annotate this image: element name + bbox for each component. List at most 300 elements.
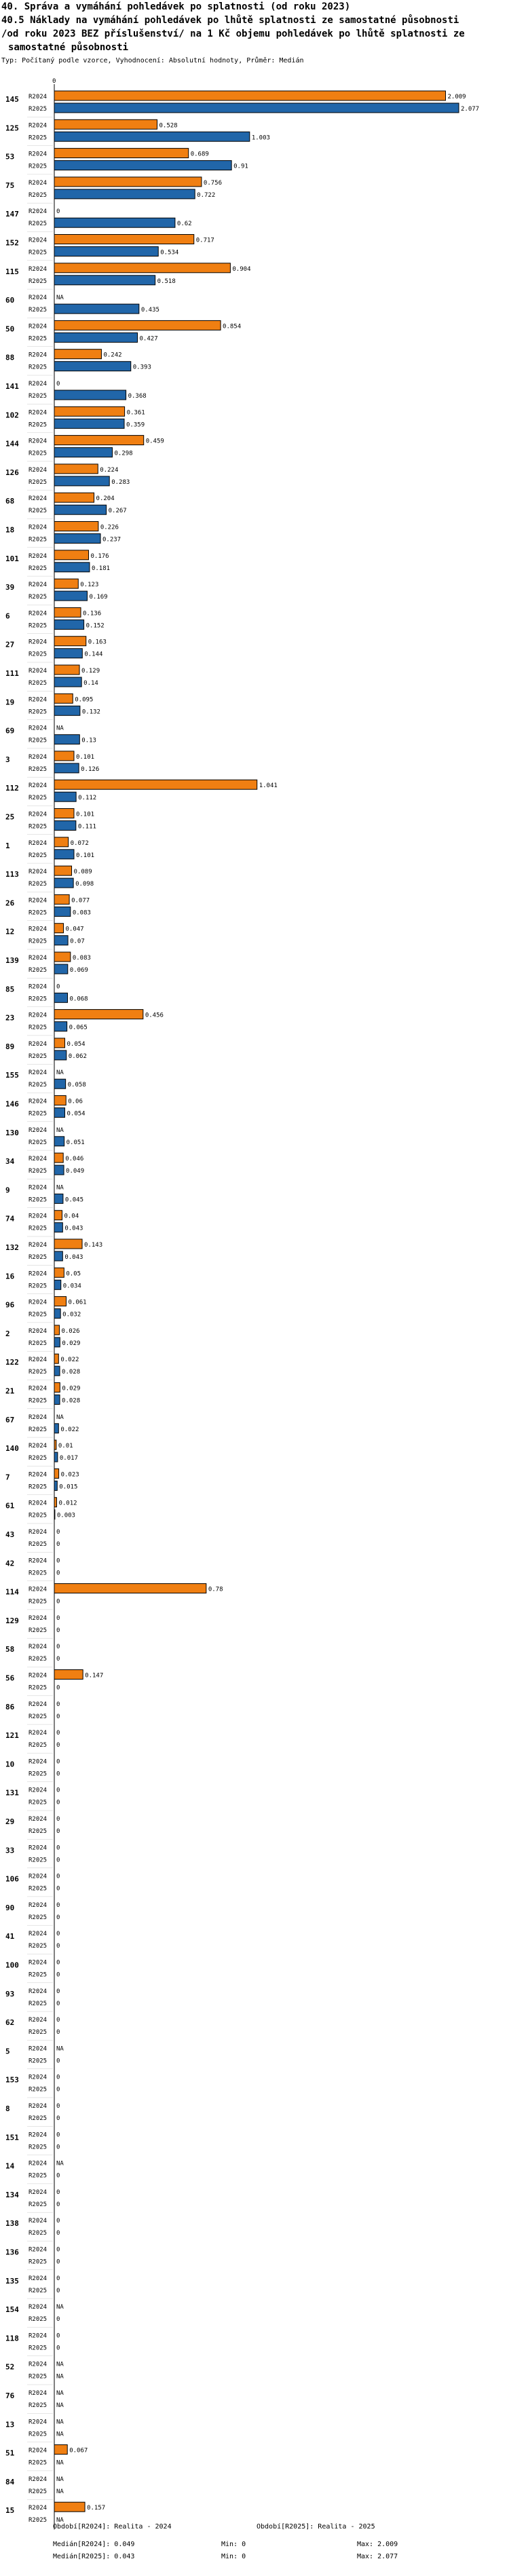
series-label-r2025: R2025 (29, 881, 48, 888)
bar-r2025 (54, 476, 109, 486)
value-label-r2025: 0 (56, 2258, 60, 2266)
series-label-r2025: R2025 (29, 2172, 48, 2180)
bar-r2024 (54, 607, 81, 617)
value-label-r2024: 0 (56, 1730, 60, 1737)
series-label-r2024: R2024 (29, 552, 48, 560)
bar-r2024 (54, 694, 73, 703)
value-label-r2024: 0.123 (80, 582, 99, 589)
value-label-r2025: 0 (56, 2172, 60, 2180)
series-label-r2025: R2025 (29, 1369, 48, 1376)
series-label-r2025: R2025 (29, 364, 48, 371)
group-label: 12 (5, 927, 15, 936)
group-label: 42 (5, 1559, 15, 1568)
bar-r2024 (54, 837, 69, 847)
value-label-r2025: 0.181 (91, 565, 111, 572)
bar-r2025 (54, 792, 76, 801)
bar-r2025 (54, 1050, 67, 1060)
value-label-r2025: 0 (56, 2345, 60, 2352)
series-label-r2025: R2025 (29, 1742, 48, 1749)
series-label-r2024: R2024 (29, 1816, 48, 1823)
value-label-r2025: 0.054 (67, 1110, 86, 1118)
series-label-r2025: R2025 (29, 221, 48, 228)
series-label-r2024: R2024 (29, 1730, 48, 1737)
value-label-r2025: 0 (56, 1742, 60, 1749)
group-label: 112 (5, 784, 19, 793)
series-label-r2024: R2024 (29, 1012, 48, 1019)
value-label-r2025: 0.003 (56, 1512, 75, 1519)
series-label-r2024: R2024 (29, 1040, 48, 1048)
bar-r2024 (54, 866, 72, 875)
bar-r2024 (54, 1268, 64, 1277)
na-label-r2024: NA (56, 2045, 64, 2053)
series-label-r2025: R2025 (29, 1254, 48, 1261)
value-label-r2025: 0.283 (111, 478, 130, 486)
value-label-r2024: 0 (56, 1614, 60, 1622)
series-label-r2025: R2025 (29, 1024, 48, 1031)
group-label: 152 (5, 238, 19, 248)
value-label-r2024: 0.204 (96, 495, 115, 503)
series-label-r2024: R2024 (29, 1213, 48, 1220)
group-label: 88 (5, 353, 15, 362)
value-label-r2025: 0.101 (75, 852, 95, 859)
bar-r2025 (54, 563, 90, 572)
group-label: 113 (5, 870, 19, 879)
min-r2024: Min: 0 (221, 2541, 246, 2548)
group-label: 41 (5, 1932, 15, 1942)
value-label-r2025: 0 (56, 1943, 60, 1950)
series-label-r2024: R2024 (29, 1357, 48, 1364)
series-label-r2024: R2024 (29, 1299, 48, 1306)
group-label: 121 (5, 1731, 19, 1741)
series-label-r2025: R2025 (29, 134, 48, 142)
value-label-r2025: 0 (56, 1627, 60, 1634)
value-label-r2025: 0.028 (62, 1397, 81, 1405)
series-label-r2025: R2025 (29, 1943, 48, 1950)
group-label: 2 (5, 1329, 10, 1338)
bar-r2025 (54, 189, 195, 199)
value-label-r2024: 0 (56, 2017, 60, 2024)
median-r2025: Medián[R2025]: 0.043 (53, 2553, 135, 2560)
series-label-r2024: R2024 (29, 2103, 48, 2110)
value-label-r2024: 0.101 (75, 811, 95, 818)
legend-r2025: Období[R2025]: Realita - 2025 (257, 2523, 375, 2531)
series-label-r2025: R2025 (29, 2029, 48, 2037)
na-label-r2024: NA (56, 295, 64, 302)
series-label-r2025: R2025 (29, 1196, 48, 1204)
value-label-r2024: 0.136 (83, 610, 102, 618)
group-label: 21 (5, 1386, 15, 1396)
series-label-r2024: R2024 (29, 2332, 48, 2340)
value-label-r2025: 0.029 (62, 1340, 81, 1347)
series-label-r2024: R2024 (29, 1385, 48, 1393)
value-label-r2025: 0.144 (84, 651, 103, 658)
bar-chart (0, 76, 509, 2524)
value-label-r2025: 0 (56, 1656, 60, 1663)
value-label-r2024: 0.023 (60, 1471, 79, 1479)
value-label-r2024: 0.089 (73, 869, 92, 876)
series-label-r2025: R2025 (29, 2201, 48, 2208)
group-label: 26 (5, 898, 15, 908)
value-label-r2024: 0.361 (126, 409, 145, 417)
series-label-r2024: R2024 (29, 1931, 48, 1938)
series-label-r2024: R2024 (29, 1500, 48, 1507)
series-label-r2025: R2025 (29, 478, 48, 486)
value-label-r2025: 0.435 (140, 307, 159, 314)
series-label-r2025: R2025 (29, 2000, 48, 2007)
value-label-r2024: 0 (56, 1988, 60, 1995)
series-label-r2025: R2025 (29, 1082, 48, 1089)
value-label-r2025: 0.07 (70, 938, 85, 945)
value-label-r2024: 0 (56, 1787, 60, 1794)
na-label-r2024: NA (56, 2476, 64, 2483)
bar-r2024 (54, 550, 89, 560)
series-label-r2024: R2024 (29, 2218, 48, 2225)
bar-r2025 (54, 304, 139, 314)
group-label: 85 (5, 985, 15, 994)
bar-r2024 (54, 1670, 83, 1680)
group-label: 33 (5, 1846, 15, 1855)
series-label-r2025: R2025 (29, 1340, 48, 1347)
group-label: 23 (5, 1013, 15, 1023)
series-label-r2024: R2024 (29, 2505, 48, 2512)
chart-header (1, 0, 507, 67)
group-label: 144 (5, 439, 19, 449)
value-label-r2025: 0 (56, 1770, 60, 1778)
series-label-r2024: R2024 (29, 753, 48, 761)
value-label-r2025: 0.132 (81, 708, 100, 716)
bar-r2024 (54, 119, 157, 129)
value-label-r2025: 0 (56, 1914, 60, 1921)
group-label: 10 (5, 1760, 15, 1769)
value-label-r2025: 0 (56, 2029, 60, 2037)
value-label-r2025: 0 (56, 1885, 60, 1893)
series-label-r2025: R2025 (29, 996, 48, 1003)
series-label-r2025: R2025 (29, 622, 48, 630)
series-label-r2025: R2025 (29, 1225, 48, 1232)
series-label-r2024: R2024 (29, 1758, 48, 1766)
group-label: 131 (5, 1788, 19, 1798)
value-label-r2024: 0.224 (100, 466, 119, 474)
series-label-r2024: R2024 (29, 668, 48, 675)
value-label-r2025: 0.393 (132, 364, 151, 371)
value-label-r2024: 0.061 (68, 1299, 87, 1306)
value-label-r2024: 0 (56, 2246, 60, 2254)
group-label: 5 (5, 2047, 10, 2056)
value-label-r2025: 0.111 (77, 823, 96, 831)
bar-r2024 (54, 924, 63, 933)
value-label-r2024: 0 (56, 1529, 60, 1536)
value-label-r2024: 0.05 (66, 1270, 81, 1278)
na-label-r2024: NA (56, 1069, 64, 1077)
series-label-r2024: R2024 (29, 639, 48, 646)
na-label-r2025: NA (56, 2517, 64, 2524)
bar-r2025 (54, 1223, 62, 1232)
group-label: 14 (5, 2161, 15, 2171)
series-label-r2024: R2024 (29, 151, 48, 158)
series-label-r2024: R2024 (29, 955, 48, 962)
value-label-r2025: 0.112 (78, 795, 97, 802)
series-label-r2024: R2024 (29, 2476, 48, 2483)
series-label-r2024: R2024 (29, 897, 48, 905)
bar-r2025 (54, 1165, 64, 1175)
bar-r2024 (54, 177, 202, 187)
bar-r2024 (54, 579, 78, 588)
group-label: 1 (5, 841, 10, 850)
series-label-r2024: R2024 (29, 2304, 48, 2311)
bar-r2024 (54, 1010, 143, 1019)
series-label-r2024: R2024 (29, 1959, 48, 1967)
na-label-r2024: NA (56, 2304, 64, 2311)
group-label: 134 (5, 2190, 19, 2199)
group-label: 155 (5, 1071, 19, 1080)
series-label-r2025: R2025 (29, 852, 48, 859)
value-label-r2025: 0 (56, 1828, 60, 1835)
value-label-r2024: 0.029 (62, 1385, 81, 1393)
value-label-r2025: 0.043 (64, 1225, 83, 1232)
bar-r2025 (54, 821, 76, 831)
axis-zero-label: 0 (52, 78, 56, 85)
chart-title-line2: 40.5 Náklady na vymáhání pohledávek po lhůtě splatnosti ze samostatné působnosti (1, 15, 459, 26)
group-label: 51 (5, 2448, 15, 2458)
value-label-r2024: 0.78 (208, 1586, 223, 1593)
group-label: 122 (5, 1358, 19, 1367)
series-label-r2024: R2024 (29, 1069, 48, 1077)
series-label-r2024: R2024 (29, 495, 48, 503)
value-label-r2025: 0 (56, 2230, 60, 2237)
series-label-r2024: R2024 (29, 1098, 48, 1105)
value-label-r2024: 0.026 (61, 1327, 80, 1335)
series-label-r2024: R2024 (29, 409, 48, 417)
median-r2024: Medián[R2024]: 0.049 (53, 2541, 135, 2548)
series-label-r2025: R2025 (29, 1799, 48, 1806)
bar-r2025 (54, 1194, 63, 1203)
value-label-r2024: 0.756 (203, 179, 223, 187)
series-label-r2025: R2025 (29, 1168, 48, 1175)
group-label: 58 (5, 1645, 15, 1654)
series-label-r2024: R2024 (29, 1557, 48, 1565)
value-label-r2024: 0 (56, 1758, 60, 1766)
value-label-r2025: 0.069 (69, 967, 88, 974)
group-label: 146 (5, 1099, 19, 1109)
series-label-r2025: R2025 (29, 2230, 48, 2237)
series-label-r2025: R2025 (29, 1914, 48, 1921)
series-label-r2024: R2024 (29, 1901, 48, 1909)
series-label-r2024: R2024 (29, 1787, 48, 1794)
series-label-r2024: R2024 (29, 1414, 48, 1421)
group-label: 67 (5, 1415, 15, 1424)
bar-r2025 (54, 132, 250, 141)
value-label-r2024: 0.101 (75, 753, 95, 761)
bar-r2025 (54, 1079, 66, 1088)
value-label-r2025: 0.028 (62, 1369, 81, 1376)
bar-r2025 (54, 534, 100, 544)
value-label-r2024: 0.01 (58, 1443, 73, 1450)
value-label-r2024: 0 (56, 208, 60, 216)
group-label: 84 (5, 2477, 15, 2486)
value-label-r2024: 0.226 (100, 524, 119, 531)
group-label: 9 (5, 1186, 10, 1195)
series-label-r2025: R2025 (29, 1598, 48, 1606)
series-label-r2024: R2024 (29, 1270, 48, 1278)
group-label: 56 (5, 1673, 15, 1683)
series-label-r2024: R2024 (29, 1242, 48, 1249)
group-label: 61 (5, 1501, 15, 1511)
value-label-r2024: 0.528 (159, 122, 178, 130)
series-label-r2025: R2025 (29, 708, 48, 716)
series-label-r2024: R2024 (29, 1443, 48, 1450)
series-label-r2025: R2025 (29, 967, 48, 974)
series-label-r2024: R2024 (29, 381, 48, 387)
bar-r2025 (54, 333, 138, 342)
group-label: 75 (5, 181, 15, 190)
value-label-r2024: 0.077 (71, 897, 90, 905)
series-label-r2024: R2024 (29, 1586, 48, 1593)
group-label: 102 (5, 411, 19, 420)
series-label-r2025: R2025 (29, 1713, 48, 1720)
group-label: 60 (5, 296, 15, 305)
group-label: 52 (5, 2362, 15, 2372)
bar-r2025 (54, 218, 175, 227)
group-label: 18 (5, 525, 15, 535)
series-label-r2025: R2025 (29, 823, 48, 831)
bar-r2024 (54, 1239, 82, 1249)
group-label: 145 (5, 95, 19, 104)
value-label-r2025: 0 (56, 2058, 60, 2065)
value-label-r2025: 0 (56, 1598, 60, 1606)
series-label-r2025: R2025 (29, 1885, 48, 1893)
bar-r2024 (54, 91, 445, 100)
group-label: 86 (5, 1702, 15, 1711)
series-label-r2025: R2025 (29, 278, 48, 285)
series-label-r2025: R2025 (29, 2115, 48, 2122)
group-label: 29 (5, 1817, 15, 1826)
series-label-r2025: R2025 (29, 1110, 48, 1118)
bar-r2024 (54, 1584, 206, 1593)
group-label: 6 (5, 611, 10, 621)
value-label-r2024: 0 (56, 2189, 60, 2196)
value-label-r2025: 0 (56, 2000, 60, 2007)
series-label-r2025: R2025 (29, 393, 48, 400)
series-label-r2024: R2024 (29, 2390, 48, 2397)
na-label-r2025: NA (56, 2431, 64, 2438)
bar-r2025 (54, 1108, 64, 1118)
value-label-r2024: 0.689 (190, 151, 209, 158)
series-label-r2025: R2025 (29, 1426, 48, 1433)
series-label-r2024: R2024 (29, 1529, 48, 1536)
group-label: 43 (5, 1530, 15, 1539)
series-label-r2024: R2024 (29, 1471, 48, 1479)
value-label-r2024: 0 (56, 1816, 60, 1823)
series-label-r2024: R2024 (29, 2045, 48, 2053)
value-label-r2025: 0.368 (128, 393, 147, 400)
series-label-r2025: R2025 (29, 1684, 48, 1692)
bar-r2024 (54, 665, 79, 675)
group-label: 96 (5, 1300, 15, 1310)
value-label-r2024: 0.067 (69, 2447, 88, 2455)
group-label: 111 (5, 669, 19, 678)
group-label: 68 (5, 497, 15, 506)
value-label-r2025: 0.359 (126, 421, 145, 429)
value-label-r2024: 0 (56, 1959, 60, 1967)
na-label-r2024: NA (56, 1414, 64, 1421)
bar-r2024 (54, 1440, 56, 1450)
value-label-r2025: 0.13 (81, 737, 96, 744)
value-label-r2024: 0 (56, 1873, 60, 1880)
bar-r2024 (54, 1096, 66, 1105)
series-label-r2025: R2025 (29, 565, 48, 572)
group-label: 15 (5, 2506, 15, 2516)
bar-r2025 (54, 878, 73, 888)
series-label-r2025: R2025 (29, 2345, 48, 2352)
value-label-r2025: 0.91 (233, 163, 248, 170)
value-label-r2025: 0.045 (64, 1196, 84, 1204)
group-label: 153 (5, 2075, 19, 2085)
series-label-r2024: R2024 (29, 2419, 48, 2426)
value-label-r2025: 0.049 (66, 1168, 85, 1175)
series-label-r2025: R2025 (29, 163, 48, 170)
value-label-r2024: 0 (56, 1557, 60, 1565)
bar-r2025 (54, 1452, 58, 1462)
bar-r2025 (54, 649, 82, 658)
group-label: 3 (5, 755, 10, 764)
value-label-r2024: 0.083 (72, 955, 91, 962)
value-label-r2025: 0.062 (68, 1053, 87, 1060)
value-label-r2024: 0.456 (145, 1012, 164, 1019)
group-label: 141 (5, 382, 19, 391)
series-label-r2024: R2024 (29, 237, 48, 244)
series-label-r2024: R2024 (29, 725, 48, 732)
series-label-r2025: R2025 (29, 938, 48, 945)
series-label-r2024: R2024 (29, 2246, 48, 2254)
series-label-r2025: R2025 (29, 1828, 48, 1835)
chart-footer (0, 2522, 509, 2576)
value-label-r2025: 0.058 (67, 1082, 86, 1089)
bar-r2024 (54, 637, 86, 646)
value-label-r2025: 0.237 (102, 536, 121, 544)
series-label-r2025: R2025 (29, 2488, 48, 2495)
group-label: 139 (5, 956, 19, 965)
series-label-r2025: R2025 (29, 765, 48, 773)
series-label-r2024: R2024 (29, 2074, 48, 2081)
bar-r2025 (54, 964, 68, 974)
group-label: 100 (5, 1961, 19, 1970)
bar-r2024 (54, 1498, 56, 1507)
value-label-r2025: 0.722 (197, 191, 216, 199)
bar-r2025 (54, 1022, 67, 1031)
na-label-r2024: NA (56, 2419, 64, 2426)
series-label-r2024: R2024 (29, 94, 48, 100)
series-label-r2024: R2024 (29, 1614, 48, 1622)
bar-r2025 (54, 1481, 57, 1490)
value-label-r2024: 0 (56, 2332, 60, 2340)
series-label-r2025: R2025 (29, 1570, 48, 1577)
value-label-r2024: 0 (56, 381, 60, 387)
series-label-r2025: R2025 (29, 1770, 48, 1778)
bar-r2025 (54, 1338, 60, 1347)
bar-r2025 (54, 505, 107, 514)
group-label: 115 (5, 267, 19, 276)
value-label-r2024: 0.854 (223, 323, 242, 330)
max-r2024: Max: 2.009 (357, 2541, 398, 2548)
series-label-r2025: R2025 (29, 1656, 48, 1663)
series-label-r2025: R2025 (29, 335, 48, 343)
series-label-r2024: R2024 (29, 1327, 48, 1335)
value-label-r2025: 0.62 (176, 221, 192, 228)
series-label-r2024: R2024 (29, 1988, 48, 1995)
value-label-r2024: 0.904 (232, 265, 251, 273)
series-label-r2024: R2024 (29, 524, 48, 531)
series-label-r2024: R2024 (29, 811, 48, 818)
